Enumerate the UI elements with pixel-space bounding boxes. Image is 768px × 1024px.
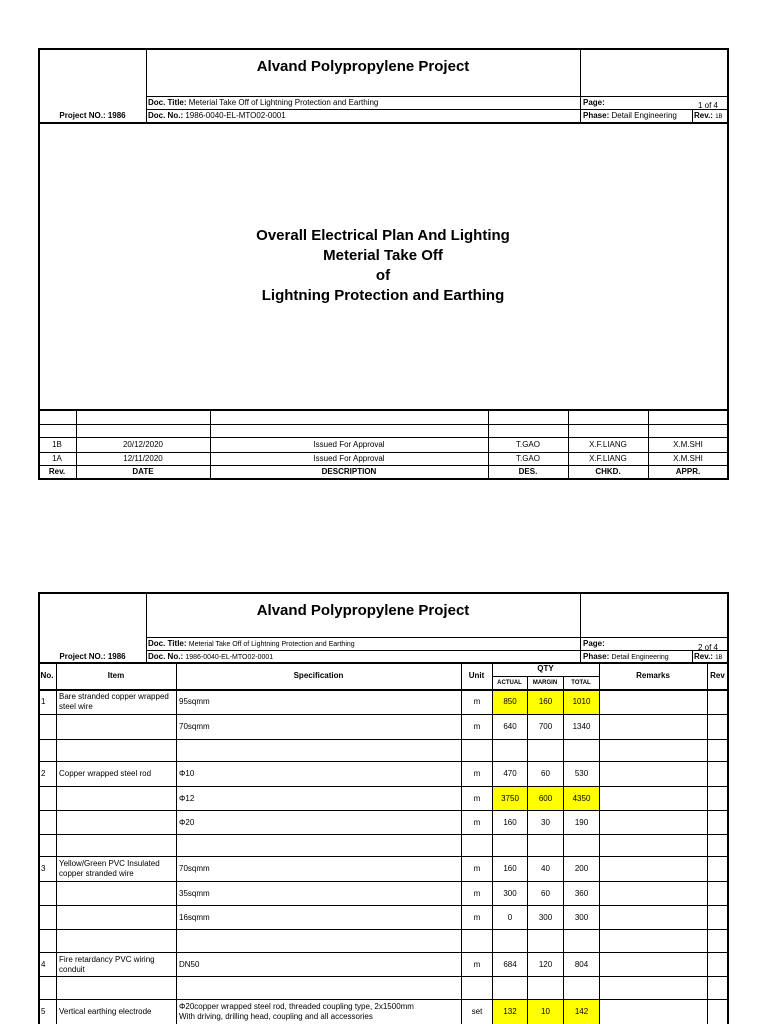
cell-item: Fire retardancy PVC wiring conduit (59, 954, 155, 974)
description-header: DESCRIPTION (321, 467, 377, 476)
chkd-header: CHKD. (595, 467, 621, 476)
cell-item (57, 715, 176, 739)
cell-total (564, 835, 599, 856)
page1-main-title: Overall Electrical Plan And Lighting Meterial Take Off of Lightning Protection and Earthing (256, 227, 510, 304)
cell-total: 4350 (572, 793, 591, 803)
page1-page-label: Page: (583, 98, 605, 107)
cell-actual: 0 (507, 912, 513, 922)
page1-project-title: Alvand Polypropylene Project (256, 58, 470, 75)
cell-margin: 60 (541, 888, 550, 898)
cell-unit: m (473, 793, 481, 803)
col-header-actual: ACTUAL (497, 680, 522, 686)
cell-margin (528, 977, 563, 999)
cell-no: 3 (41, 864, 46, 873)
spec-line: With driving, drilling head, coupling and all accessories (179, 1012, 373, 1021)
cell-item (57, 906, 176, 929)
cell-unit (462, 977, 492, 999)
cell-actual: 3750 (501, 793, 519, 803)
cell-margin: 60 (541, 769, 550, 778)
cell-spec: 95sqmm (179, 697, 210, 706)
col-header-unit: Unit (468, 671, 485, 680)
cell-spec (177, 977, 461, 999)
cell-no (39, 977, 56, 999)
cell-total: 200 (574, 864, 589, 873)
cell-spec: DN50 (179, 959, 200, 969)
des-cell: T.GAO (515, 454, 540, 463)
cell-spec: 16sqmm (179, 912, 210, 922)
page1-doc-no: Doc. No.: 1986-0040-EL-MTO02-0001 (148, 111, 286, 120)
cell-actual: 850 (503, 697, 517, 706)
cell-actual (493, 977, 527, 999)
col-header-item: Item (107, 671, 125, 680)
chkd-cell: X.F.LIANG (589, 440, 627, 449)
cell-actual (493, 835, 527, 856)
cell-total: 190 (574, 817, 589, 827)
cell-item (57, 882, 176, 905)
cell-margin (528, 835, 563, 856)
cell-unit: m (473, 769, 481, 778)
cell-actual: 160 (503, 864, 517, 873)
cell-margin: 700 (538, 722, 553, 731)
cell-no: 2 (41, 769, 46, 778)
rev-cell: 1B (52, 440, 62, 449)
cell-unit: m (473, 722, 481, 731)
cell-unit: m (473, 864, 481, 873)
cell-no (39, 835, 56, 856)
appr-cell: X.M.SHI (673, 440, 703, 449)
cell-unit: m (473, 888, 481, 898)
page2-doc-title: Doc. Title: Meterial Take Off of Lightning Protection and Earthing (148, 639, 355, 648)
rev-header: Rev. (48, 467, 66, 476)
page1-phase: Phase: Detail Engineering (583, 111, 677, 120)
cell-item: Vertical earthing electrode (59, 1007, 152, 1016)
cell-actual (493, 740, 527, 761)
page1-doc-title: Doc. Title: Meterial Take Off of Lightning Protection and Earthing (148, 98, 379, 107)
cell-margin: 120 (538, 959, 553, 969)
rev-cell: 1A (52, 454, 62, 463)
cell-spec (177, 1000, 461, 1024)
des-cell: T.GAO (515, 440, 540, 449)
cell-actual: 132 (503, 1007, 517, 1016)
cell-item (57, 930, 176, 952)
cell-total: 1340 (572, 722, 591, 731)
page1-page-value: 1 of 4 (697, 101, 718, 110)
spec-line: Φ20copper wrapped steel rod, threaded coupling type, 2x1500mm (179, 1002, 414, 1011)
cell-item (57, 740, 176, 761)
page2-phase: Phase: Detail Engineering (583, 652, 669, 661)
cell-no: 4 (41, 959, 46, 969)
cell-margin: 600 (538, 793, 553, 803)
cell-spec (177, 930, 461, 952)
description-cell: Issued For Approval (313, 454, 385, 463)
chkd-cell: X.F.LIANG (589, 454, 627, 463)
cell-no (39, 787, 56, 810)
cell-total: 300 (574, 912, 589, 922)
cell-margin: 160 (538, 697, 553, 706)
page2-rev: Rev.: 1B (694, 652, 723, 661)
cell-no (39, 715, 56, 739)
page2-page-label: Page: (583, 639, 605, 648)
cell-spec: Φ10 (179, 769, 195, 778)
cell-margin: 10 (541, 1007, 550, 1016)
cell-no (39, 906, 56, 929)
cell-total: 1010 (572, 697, 591, 706)
cell-no (39, 882, 56, 905)
cell-spec: Φ12 (179, 793, 195, 803)
cell-unit: set (471, 1007, 483, 1016)
cell-actual (493, 930, 527, 952)
cell-actual: 300 (503, 888, 517, 898)
page2-project-no: Project NO.: 1986 (59, 652, 126, 661)
cell-total: 804 (574, 959, 589, 969)
cell-item (57, 811, 176, 834)
appr-header: APPR. (675, 467, 701, 476)
cell-no (39, 740, 56, 761)
page1-rev: Rev.: 1B (694, 111, 723, 120)
cell-total (564, 930, 599, 952)
cell-actual: 160 (503, 817, 517, 827)
col-header-margin: MARGIN (532, 680, 558, 686)
cell-item (57, 787, 176, 810)
cell-total (564, 740, 599, 761)
cell-total: 530 (574, 769, 589, 778)
cell-spec: Φ20 (179, 817, 195, 827)
cell-unit: m (473, 697, 481, 706)
cell-unit (462, 740, 492, 761)
cell-item (57, 977, 176, 999)
col-header-no: No. (40, 671, 54, 680)
cell-unit (462, 930, 492, 952)
cell-no: 1 (41, 697, 46, 706)
appr-cell: X.M.SHI (673, 454, 703, 463)
cell-item: Yellow/Green PVC Insulated copper stranded wire (59, 859, 160, 878)
col-header-total: TOTAL (571, 680, 591, 686)
date-header: DATE (132, 467, 154, 476)
cell-no (39, 930, 56, 952)
page2-page-value: 2 of 4 (697, 643, 718, 652)
cell-item: Bare stranded copper wrapped steel wire (59, 692, 169, 711)
page2-project-title: Alvand Polypropylene Project (256, 602, 470, 619)
cell-spec (177, 740, 461, 761)
cell-unit: m (473, 912, 481, 922)
cell-item: Copper wrapped steel rod (59, 769, 152, 778)
cell-item (57, 835, 176, 856)
page1-project-no: Project NO.: 1986 (59, 111, 126, 120)
cell-no: 5 (41, 1007, 46, 1016)
cell-total: 142 (574, 1007, 589, 1016)
cell-actual: 640 (503, 722, 517, 731)
cell-no (39, 811, 56, 834)
cell-margin: 30 (541, 817, 550, 827)
cell-margin (528, 930, 563, 952)
des-header: DES. (518, 467, 538, 476)
col-header-spec: Specification (293, 671, 344, 680)
cell-unit: m (473, 817, 481, 827)
cell-total: 360 (574, 888, 589, 898)
cell-spec: 70sqmm (179, 722, 210, 731)
cell-unit: m (473, 959, 481, 969)
col-header-remarks: Remarks (636, 671, 670, 680)
cell-spec: 70sqmm (179, 864, 210, 873)
cell-actual: 684 (503, 959, 517, 969)
cell-margin: 40 (541, 864, 550, 873)
cell-margin (528, 740, 563, 761)
description-cell: Issued For Approval (313, 440, 385, 449)
cell-unit (462, 835, 492, 856)
cell-spec (177, 835, 461, 856)
date-cell: 12/11/2020 (123, 454, 163, 463)
cell-margin: 300 (538, 912, 553, 922)
page2-doc-no: Doc. No.: 1986-0040-EL-MTO02-0001 (148, 652, 274, 661)
col-header-rev: Rev (710, 671, 725, 680)
cell-spec: 35sqmm (179, 888, 210, 898)
cell-total (564, 977, 599, 999)
cell-actual: 470 (503, 769, 517, 778)
date-cell: 20/12/2020 (122, 440, 164, 449)
col-header-qty: QTY (537, 664, 554, 673)
